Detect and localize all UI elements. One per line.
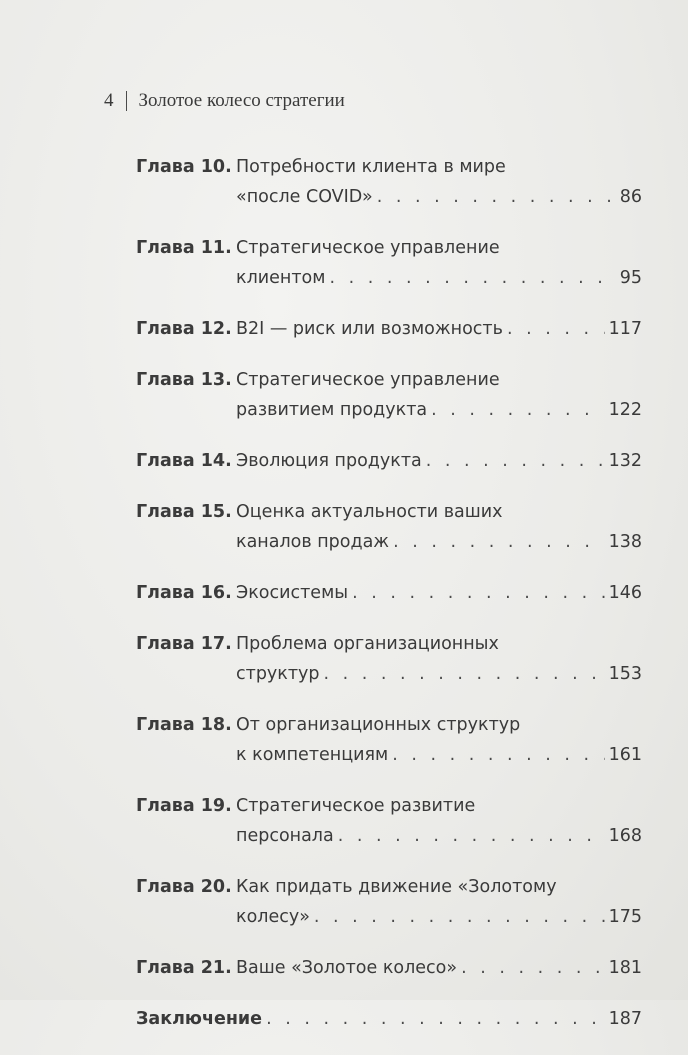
chapter-number: Глава 16. [136,583,232,603]
dot-leader [507,314,605,344]
page-reference: 132 [608,451,642,471]
toc-entry-chapter-13[interactable] [136,365,642,425]
page-reference: 161 [608,745,642,765]
chapter-number: Глава 18. [136,715,232,735]
dot-leader [393,527,605,557]
toc-entry-chapter-18[interactable] [136,710,642,770]
page-reference: 175 [608,907,642,927]
toc-entry-chapter-12[interactable] [136,314,642,344]
page-reference: 95 [619,268,642,288]
running-title: Золотое колесо стратегии [138,90,345,111]
dot-leader [266,1004,605,1034]
dot-leader [392,740,604,770]
chapter-number: Глава 15. [136,502,232,522]
dot-leader [324,659,605,689]
chapter-number: Глава 12. [136,319,232,339]
page-reference: 181 [608,958,642,978]
chapter-title-line: Стратегическое управление [236,238,500,258]
chapter-title-end: развитием продукта [236,400,428,420]
chapter-title-line: Проблема организационных [236,634,499,654]
chapter-number: Глава 14. [136,451,232,471]
chapter-number: Глава 11. [136,238,232,258]
page-reference: 168 [608,826,642,846]
table-of-contents [136,152,642,1055]
chapter-title-end: структур [236,664,320,684]
chapter-title: Ваше «Золотое колесо» [236,958,458,978]
dot-leader [377,182,616,212]
dot-leader [461,953,605,983]
toc-entry-chapter-10[interactable] [136,152,642,212]
page-reference: 117 [608,319,642,339]
chapter-title-line: Стратегическое управление [236,370,500,390]
toc-entry-chapter-21[interactable] [136,953,642,983]
page-header [104,88,345,114]
chapter-number: Глава 13. [136,370,232,390]
page-number: 4 [104,90,114,111]
chapter-title-end: колесу» [236,907,310,927]
toc-entry-conclusion[interactable] [136,1004,642,1034]
chapter-title-end: «после COVID» [236,187,373,207]
chapter-title: Эволюция продукта [236,451,422,471]
dot-leader [352,578,605,608]
toc-entry-chapter-17[interactable] [136,629,642,689]
toc-entry-chapter-20[interactable] [136,872,642,932]
page-reference: 138 [608,532,642,552]
chapter-number: Глава 10. [136,157,232,177]
chapter-title-end: клиентом [236,268,326,288]
dot-leader [338,821,605,851]
chapter-number: Глава 21. [136,958,232,978]
dot-leader [426,446,605,476]
chapter-title-line: Как придать движение «Золотому [236,877,557,897]
chapter-title: Экосистемы [236,583,349,603]
page-reference: 153 [608,664,642,684]
page-reference: 86 [619,187,642,207]
dot-leader [314,902,605,932]
chapter-title-line: От организационных структур [236,715,521,735]
chapter-title: B2I — риск или возможность [236,319,503,339]
chapter-number: Глава 20. [136,877,232,897]
toc-entry-chapter-11[interactable] [136,233,642,293]
dot-leader [431,395,604,425]
toc-entry-chapter-15[interactable] [136,497,642,557]
chapter-title-end: каналов продаж [236,532,390,552]
chapter-title-end: к компетенциям [236,745,389,765]
chapter-title-line: Потребности клиента в мире [236,157,506,177]
chapter-title-end: персонала [236,826,334,846]
toc-entry-chapter-19[interactable] [136,791,642,851]
toc-entry-chapter-16[interactable] [136,578,642,608]
page-reference: 187 [608,1009,642,1029]
conclusion-title: Заключение [136,1009,263,1029]
toc-entry-chapter-14[interactable] [136,446,642,476]
chapter-title-line: Оценка актуальности ваших [236,502,503,522]
chapter-number: Глава 19. [136,796,232,816]
dot-leader [329,263,615,293]
page-reference: 122 [608,400,642,420]
header-divider [126,91,127,111]
chapter-number: Глава 17. [136,634,232,654]
page-reference: 146 [608,583,642,603]
chapter-title-line: Стратегическое развитие [236,796,476,816]
